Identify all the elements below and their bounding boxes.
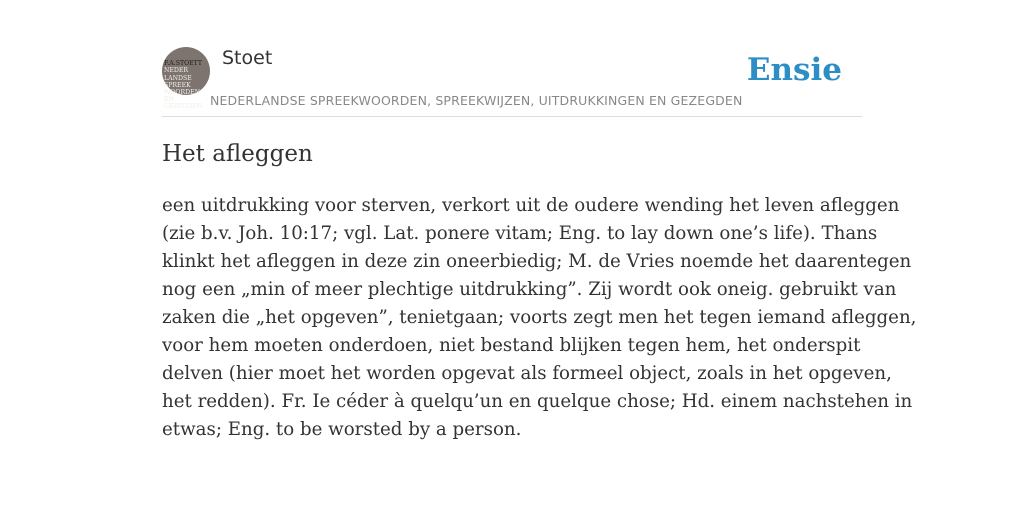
entry-body-line: voor hem moeten onderdoen, niet bestand blijken tegen hem, het onderspit: [162, 335, 861, 356]
entry-body-line: (zie b.v. Joh. 10:17; vgl. Lat. ponere vitam; Eng. to lay down one’s life). Thans: [162, 223, 878, 244]
entry-body-line: zaken die „het opgeven”, tenietgaan; voorts zegt men het tegen iemand afleggen,: [162, 307, 917, 328]
header: [162, 40, 862, 117]
entry-body: [162, 192, 917, 444]
entry-title: Het afleggen: [162, 141, 313, 167]
entry-body-line: delven (hier moet het worden opgevat als formeel object, zoals in het opgeven,: [162, 363, 892, 384]
book-cover-text: [164, 53, 210, 111]
book-cover-author: F.A.STOETT: [164, 60, 203, 68]
entry-body-line: klinkt het afleggen in deze zin oneerbiedig; M. de Vries noemde het daarentegen: [162, 251, 912, 272]
entry-body-line: etwas; Eng. to be worsted by a person.: [162, 419, 522, 440]
book-cover-title: NEDER LANDSE SPREEK WOORDEN EN GEZEGDEN: [164, 67, 203, 111]
entry-body-line: een uitdrukking voor sterven, verkort uit de oudere wending het leven afleggen: [162, 195, 900, 216]
book-subtitle: NEDERLANDSE SPREEKWOORDEN, SPREEKWIJZEN, UITDRUKKINGEN EN GEZEGDEN: [210, 93, 743, 108]
book-cover-avatar[interactable]: [162, 47, 210, 111]
book-name[interactable]: Stoet: [222, 47, 273, 69]
entry-body-line: nog een „min of meer plechtige uitdrukking”. Zij wordt ook oneig. gebruikt van: [162, 279, 897, 300]
ensie-logo[interactable]: Ensie: [746, 52, 842, 88]
entry-body-line: het redden). Fr. Ie céder à quelqu’un en quelque chose; Hd. einem nachstehen in: [162, 391, 913, 412]
